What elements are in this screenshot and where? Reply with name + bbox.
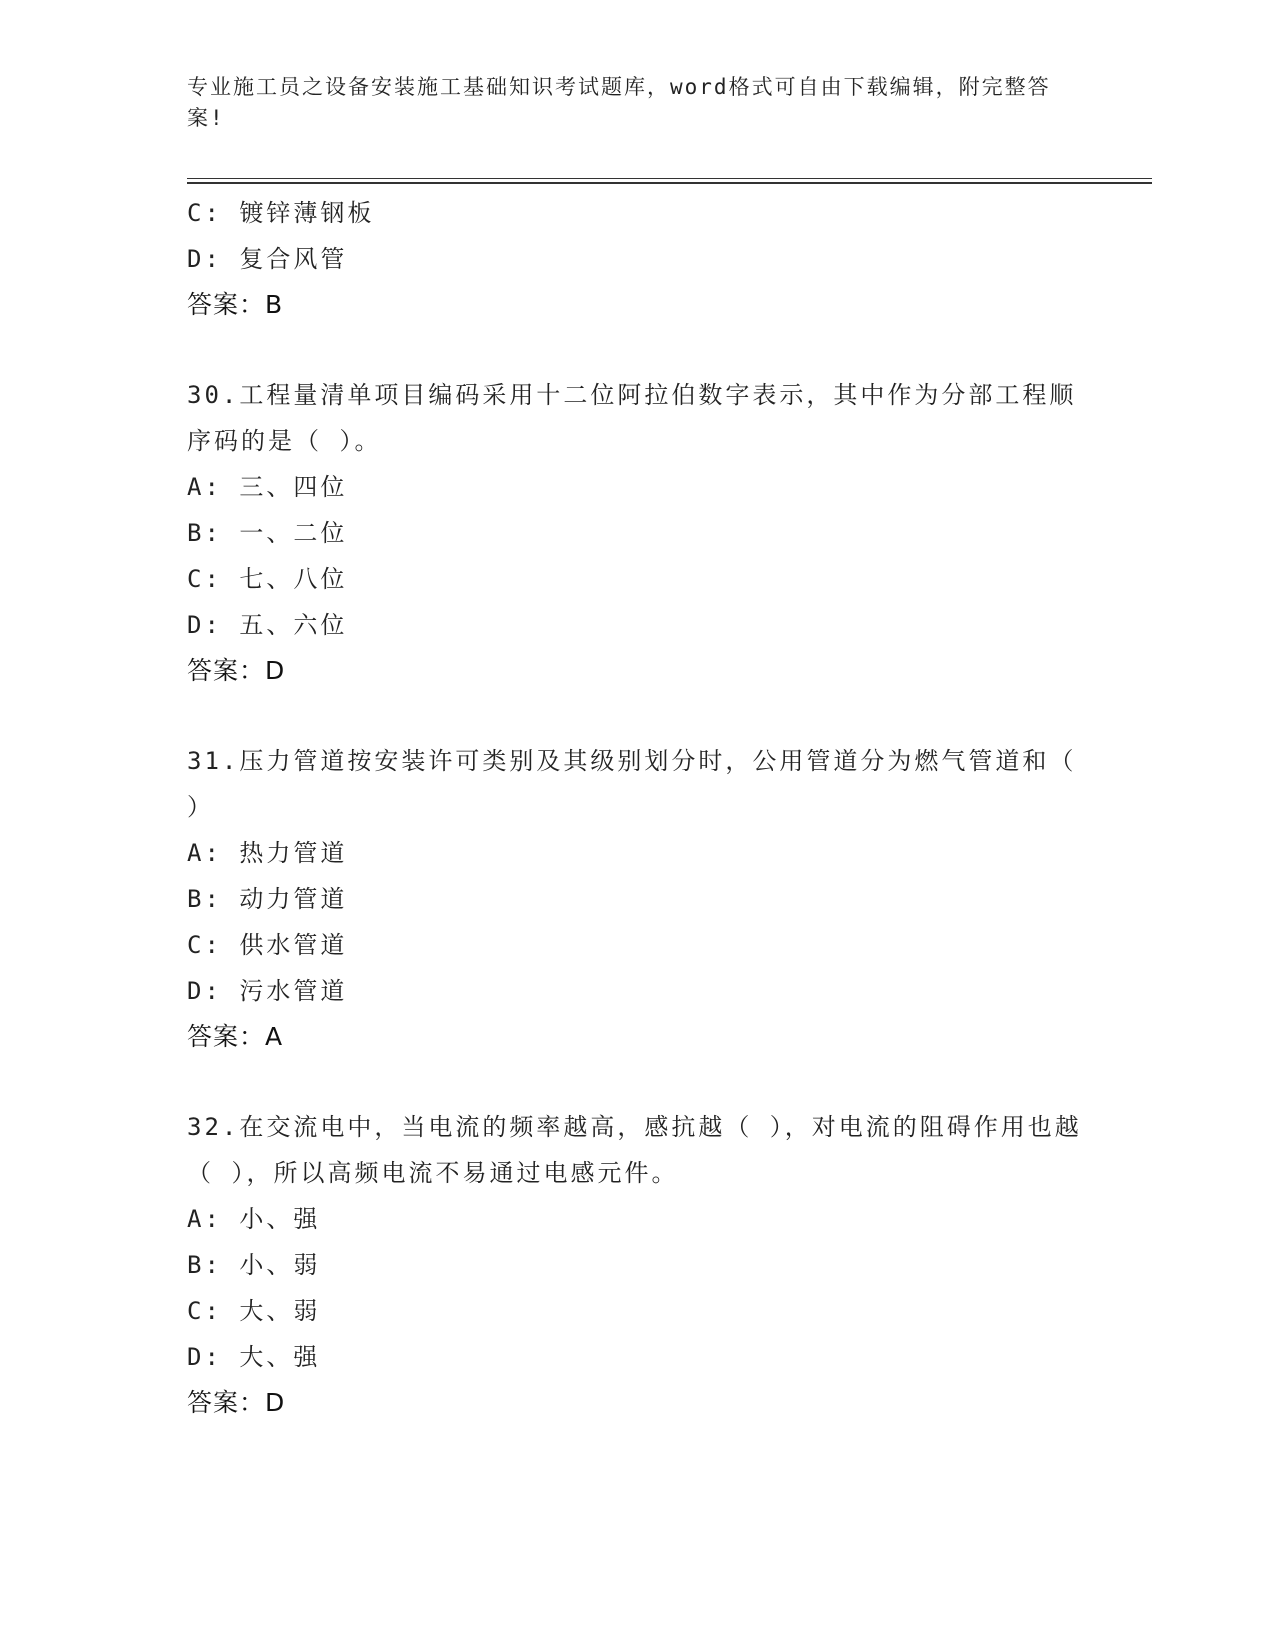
answer-line <box>187 1014 1087 1060</box>
option-text: 七、八位 <box>239 565 348 593</box>
option-label: C: <box>187 565 222 593</box>
question-29-tail <box>187 190 1087 328</box>
option-label: B: <box>187 1251 222 1279</box>
option-label: D: <box>187 245 222 273</box>
answer-prefix: 答案： <box>187 1022 266 1051</box>
option-b <box>187 1242 1087 1288</box>
option-c <box>187 190 1087 236</box>
option-label: D: <box>187 1343 222 1371</box>
option-label: D: <box>187 977 222 1005</box>
answer-line <box>187 648 1087 694</box>
answer-value: B <box>265 290 284 319</box>
option-label: A: <box>187 1205 222 1233</box>
option-d <box>187 968 1087 1014</box>
question-stem <box>187 1104 1087 1196</box>
option-text: 一、二位 <box>239 519 348 547</box>
answer-value: D <box>265 656 286 685</box>
option-text: 供水管道 <box>239 931 348 959</box>
option-c <box>187 922 1087 968</box>
option-label: C: <box>187 199 222 227</box>
question-number: 32. <box>187 1113 240 1141</box>
option-label: A: <box>187 839 222 867</box>
option-label: D: <box>187 611 222 639</box>
question-text: 在交流电中，当电流的频率越高，感抗越（ ），对电流的阻碍作用也越（ ），所以高频电流不易通过电感元件。 <box>187 1113 1082 1187</box>
answer-value: D <box>265 1388 286 1417</box>
question-stem <box>187 738 1087 830</box>
option-text: 动力管道 <box>239 885 348 913</box>
option-b <box>187 876 1087 922</box>
question-number: 31. <box>187 747 240 775</box>
option-text: 复合风管 <box>239 245 348 273</box>
header-divider-bottom <box>187 182 1152 184</box>
option-label: C: <box>187 1297 222 1325</box>
answer-value: A <box>265 1022 284 1051</box>
option-c <box>187 556 1087 602</box>
option-text: 五、六位 <box>239 611 348 639</box>
option-label: C: <box>187 931 222 959</box>
option-d <box>187 236 1087 282</box>
answer-line <box>187 282 1087 328</box>
option-text: 热力管道 <box>239 839 348 867</box>
option-a <box>187 830 1087 876</box>
option-text: 小、弱 <box>239 1251 321 1279</box>
answer-prefix: 答案： <box>187 290 266 319</box>
answer-prefix: 答案： <box>187 1388 266 1417</box>
option-b <box>187 510 1087 556</box>
header-text: 专业施工员之设备安装施工基础知识考试题库，word格式可自由下载编辑，附完整答案! <box>187 75 1051 130</box>
question-31 <box>187 738 1087 1060</box>
answer-line <box>187 1380 1087 1426</box>
option-text: 大、弱 <box>239 1297 321 1325</box>
option-c <box>187 1288 1087 1334</box>
option-d <box>187 602 1087 648</box>
option-text: 三、四位 <box>239 473 348 501</box>
document-header <box>187 72 1067 134</box>
option-label: B: <box>187 885 222 913</box>
option-text: 污水管道 <box>239 977 348 1005</box>
question-number: 30. <box>187 381 240 409</box>
option-text: 小、强 <box>239 1205 321 1233</box>
question-32 <box>187 1104 1087 1426</box>
question-list <box>187 190 1087 1426</box>
answer-prefix: 答案： <box>187 656 266 685</box>
option-text: 大、强 <box>239 1343 321 1371</box>
question-text: 工程量清单项目编码采用十二位阿拉伯数字表示，其中作为分部工程顺序码的是（ ）。 <box>187 381 1077 455</box>
option-label: B: <box>187 519 222 547</box>
option-a <box>187 1196 1087 1242</box>
option-a <box>187 464 1087 510</box>
question-text: 压力管道按安装许可类别及其级别划分时，公用管道分为燃气管道和（ ） <box>187 747 1077 821</box>
option-label: A: <box>187 473 222 501</box>
question-stem <box>187 372 1087 464</box>
option-d <box>187 1334 1087 1380</box>
question-30 <box>187 372 1087 694</box>
option-text: 镀锌薄钢板 <box>239 199 375 227</box>
header-divider-top <box>187 178 1152 179</box>
